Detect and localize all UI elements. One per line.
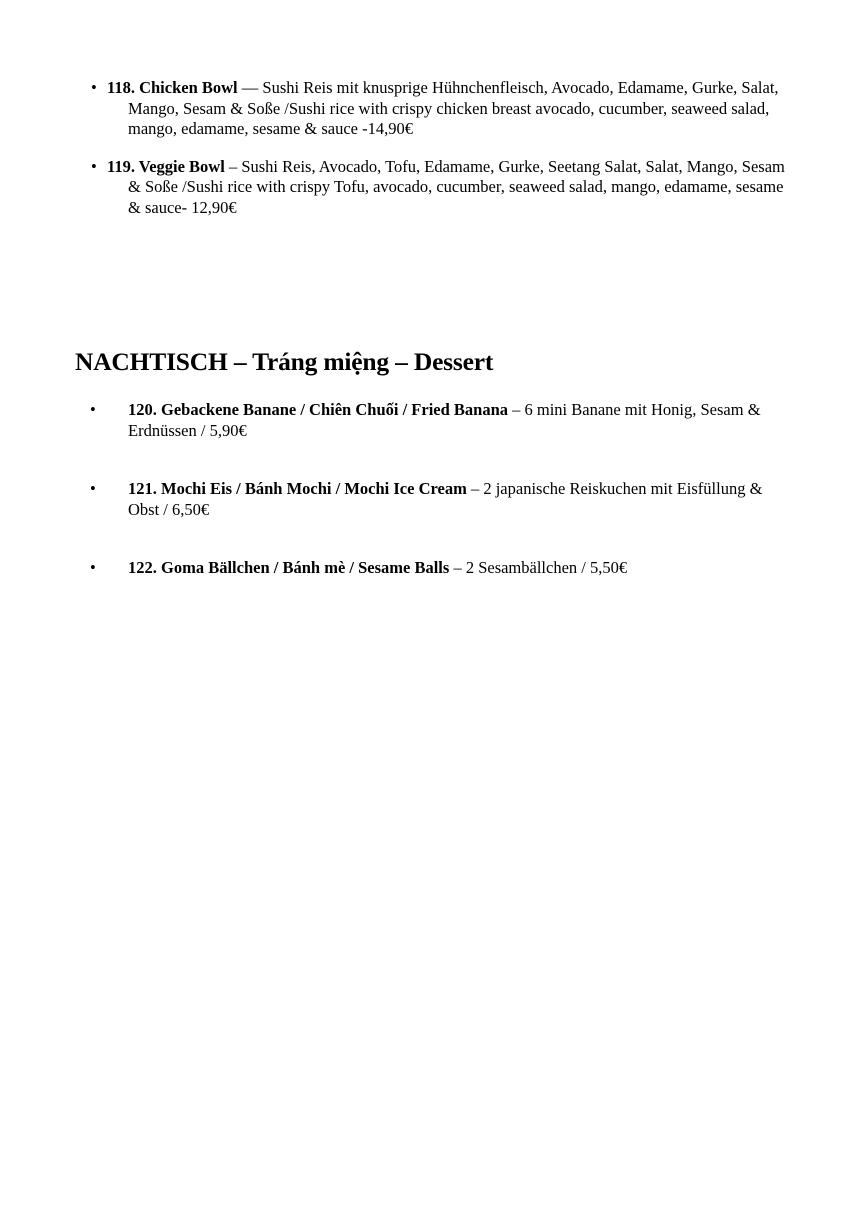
section-title-dessert: NACHTISCH – Tráng miệng – Dessert: [75, 347, 494, 376]
bullet-icon: •: [90, 400, 96, 419]
bullet-icon: •: [90, 479, 96, 498]
menu-item-fried-banana: [75, 400, 785, 441]
menu-item-sesame-balls: [75, 558, 785, 579]
menu-item-mochi-ice-cream: [75, 479, 785, 520]
bowl-list: [75, 78, 785, 235]
bullet-icon: •: [91, 156, 97, 176]
item-description: – 2 japanische Reiskuchen mit Eisfüllung & Obst / 6,50€: [128, 479, 763, 519]
item-name: 121. Mochi Eis / Bánh Mochi / Mochi Ice Cream: [128, 479, 467, 498]
menu-item-veggie-bowl: [75, 157, 785, 219]
item-name: 119. Veggie Bowl: [107, 156, 225, 176]
item-description: – Sushi Reis, Avocado, Tofu, Edamame, Gurke, Seetang Salat, Salat, Mango, Sesam & Soße /Sushi rice with crispy Tofu, avocado, cucumber, seaweed salad, mango, edamame, sesame & sauce- 12,90€: [128, 156, 785, 217]
bullet-icon: •: [90, 558, 96, 577]
item-name: 120. Gebackene Banane / Chiên Chuối / Fried Banana: [128, 400, 509, 419]
item-description: – 2 Sesambällchen / 5,50€: [449, 558, 628, 577]
item-name: 118. Chicken Bowl: [107, 78, 238, 97]
dessert-list: [75, 400, 785, 579]
menu-item-chicken-bowl: [75, 78, 785, 140]
item-description: – 6 mini Banane mit Honig, Sesam & Erdnüssen / 5,90€: [128, 400, 761, 440]
item-description: — Sushi Reis mit knusprige Hühnchenfleisch, Avocado, Edamame, Gurke, Salat, Mango, Sesam & Soße /Sushi rice with crispy chicken breast avocado, cucumber, seaweed salad, mango, edamame, sesame & sauce -14,90€: [128, 78, 779, 138]
bullet-icon: •: [91, 78, 97, 97]
item-name: 122. Goma Bällchen / Bánh mè / Sesame Balls: [128, 558, 450, 577]
